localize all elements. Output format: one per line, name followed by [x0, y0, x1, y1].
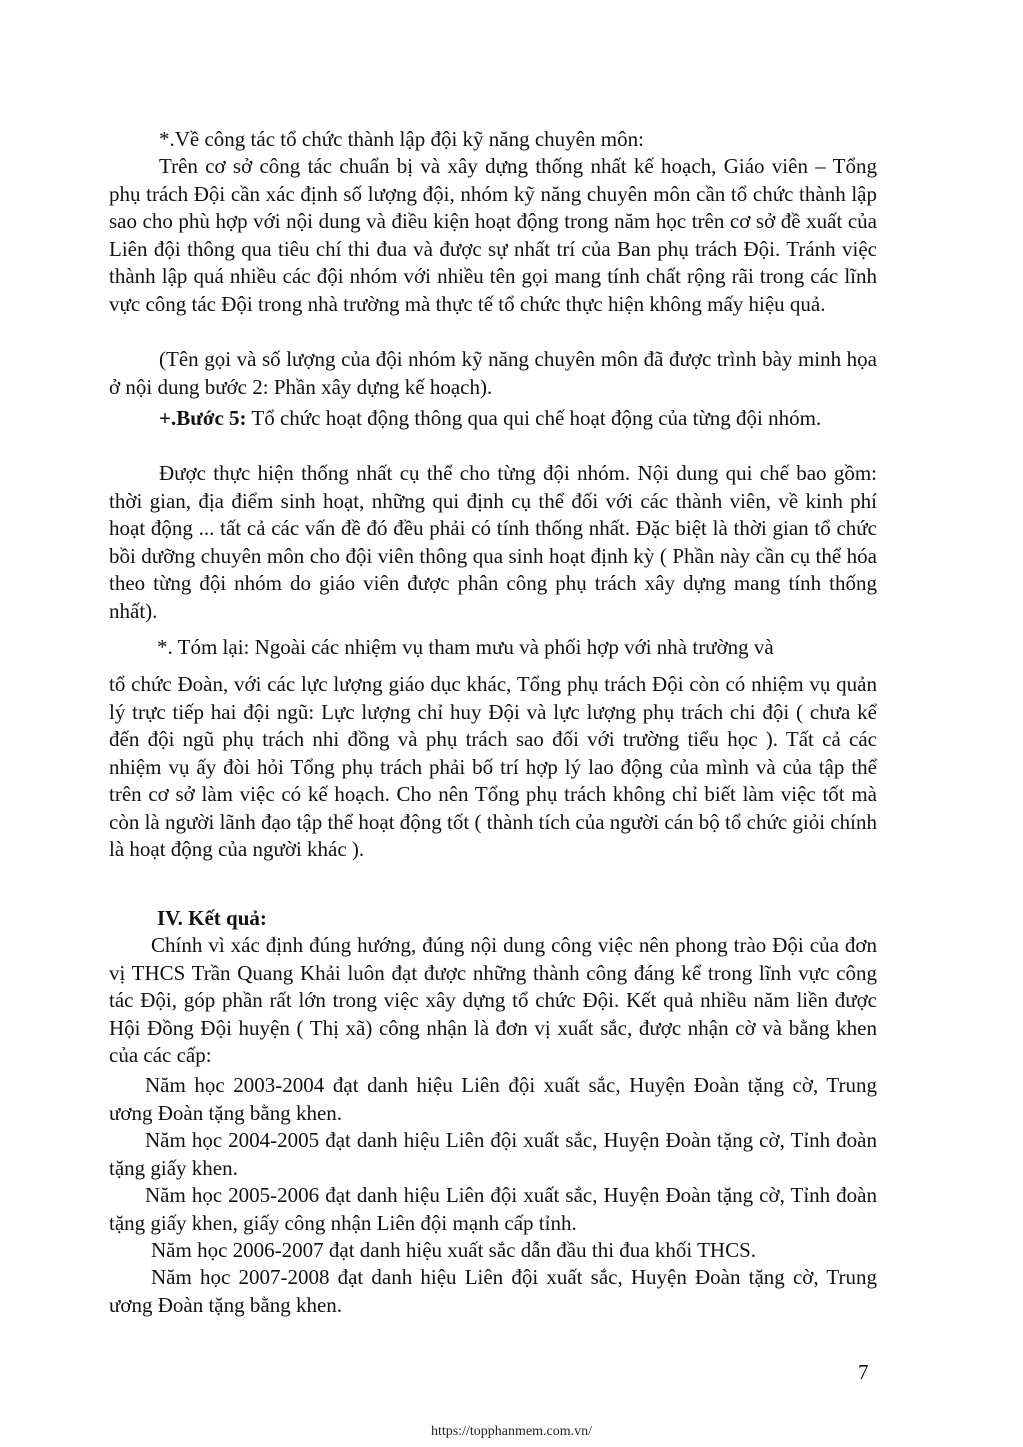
achievement-item	[109, 1127, 877, 1182]
achievement-item	[109, 1264, 877, 1319]
summary-first-line	[109, 634, 877, 662]
section-title	[109, 126, 877, 154]
achievement-item	[109, 1182, 877, 1237]
results-heading-text: IV. Kết quả:	[157, 906, 267, 930]
achievement-item-text: Năm học 2003-2004 đạt danh hiệu Liên đội xuất sắc, Huyện Đoàn tặng cờ, Trung ương Đoàn tặng bằng khen.	[109, 1073, 877, 1125]
step-5-label: +.Bước 5:	[159, 406, 247, 430]
achievement-item-text: Năm học 2007-2008 đạt danh hiệu Liên đội xuất sắc, Huyện Đoàn tặng cờ, Trung ương Đoàn tặng bằng khen.	[109, 1265, 877, 1317]
step-5-text: Tổ chức hoạt động thông qua qui chế hoạt động của từng đội nhóm.	[251, 406, 822, 430]
summary-paragraph-text: tổ chức Đoàn, với các lực lượng giáo dục khác, Tổng phụ trách Đội còn có nhiệm vụ quản lý trực tiếp hai đội ngũ: Lực lượng chỉ huy Đội và lực lượng phụ trách chi đội ( chưa kể đến đội ngũ phụ trách nhi đồng và phụ trách sao đối với trường tiểu học ). Tất cả các nhiệm vụ ấy đòi hỏi Tổng phụ trách phải bố trí hợp lý lao động của mình và của tập thể trên cơ sở làm việc có kế hoạch. Cho nên Tổng phụ trách không chỉ biết làm việc tốt mà còn là người lãnh đạo tập thể hoạt động tốt ( thành tích của người cán bộ tổ chức giỏi chính là hoạt động của người khác ).	[109, 672, 877, 861]
paragraph-1	[109, 153, 877, 318]
achievement-item	[109, 1072, 877, 1127]
paragraph-3-text: Được thực hiện thống nhất cụ thể cho từng đội nhóm. Nội dung qui chế bao gồm: thời gian, địa điểm sinh hoạt, những qui định cụ thể đối với các thành viên, về kinh phí hoạt động ... tất cả các vấn đề đó đều phải có tính thống nhất. Đặc biệt là thời gian tổ chức bồi dưỡng chuyên môn cho đội viên thông qua sinh hoạt định kỳ ( Phần này cần cụ thể hóa theo từng đội nhóm do giáo viên được phân công phụ trách xây dựng mang tính thống nhất).	[109, 461, 877, 623]
step-5-paragraph	[109, 405, 877, 433]
paragraph-1-text: Trên cơ sở công tác chuẩn bị và xây dựng thống nhất kế hoạch, Giáo viên – Tổng phụ trách Đội cần xác định số lượng đội, nhóm kỹ năng chuyên môn cần tổ chức thành lập sao cho phù hợp với nội dung và điều kiện hoạt động trong năm học trên cơ sở đề xuất của Liên đội thông qua tiêu chí thi đua và được sự nhất trí của Ban phụ trách Đội. Tránh việc thành lập quá nhiều các đội nhóm với nhiều tên gọi mang tính chất rộng rãi trong các lĩnh vực công tác Đội trong nhà trường mà thực tế tổ chức thực hiện không mấy hiệu quả.	[109, 154, 877, 316]
achievement-item-text: Năm học 2006-2007 đạt danh hiệu xuất sắc dẫn đầu thi đua khối THCS.	[151, 1238, 757, 1262]
achievement-item	[109, 1237, 877, 1265]
summary-first-line-text: *. Tóm lại: Ngoài các nhiệm vụ tham mưu và phối hợp với nhà trường và	[157, 635, 774, 659]
results-intro-text: Chính vì xác định đúng hướng, đúng nội dung công việc nên phong trào Đội của đơn vị THCS Trần Quang Khải luôn đạt được những thành công đáng kể trong lĩnh vực công tác Đội, góp phần rất lớn trong việc xây dựng tổ chức Đội. Kết quả nhiều năm liền được Hội Đồng Đội huyện ( Thị xã) công nhận là đơn vị xuất sắc, được nhận cờ và bằng khen của các cấp:	[109, 933, 877, 1067]
results-intro	[109, 932, 877, 1070]
section-title-text: *.Về công tác tổ chức thành lập đội kỹ năng chuyên môn:	[159, 127, 644, 151]
summary-paragraph	[109, 671, 877, 864]
paragraph-2	[109, 346, 877, 401]
page-number: 7	[858, 1360, 869, 1384]
footer-url[interactable]: https://topphanmem.com.vn/	[431, 1424, 592, 1439]
paragraph-2-text: (Tên gọi và số lượng của đội nhóm kỹ năng chuyên môn đã được trình bày minh họa ở nội dung bước 2: Phần xây dựng kế hoạch).	[109, 347, 877, 399]
achievement-item-text: Năm học 2004-2005 đạt danh hiệu Liên đội xuất sắc, Huyện Đoàn tặng cờ, Tỉnh đoàn tặng giấy khen.	[109, 1128, 877, 1180]
results-heading	[109, 905, 877, 933]
paragraph-3	[109, 460, 877, 625]
achievement-item-text: Năm học 2005-2006 đạt danh hiệu Liên đội xuất sắc, Huyện Đoàn tặng cờ, Tỉnh đoàn tặng giấy khen, giấy công nhận Liên đội mạnh cấp tỉnh.	[109, 1183, 877, 1235]
